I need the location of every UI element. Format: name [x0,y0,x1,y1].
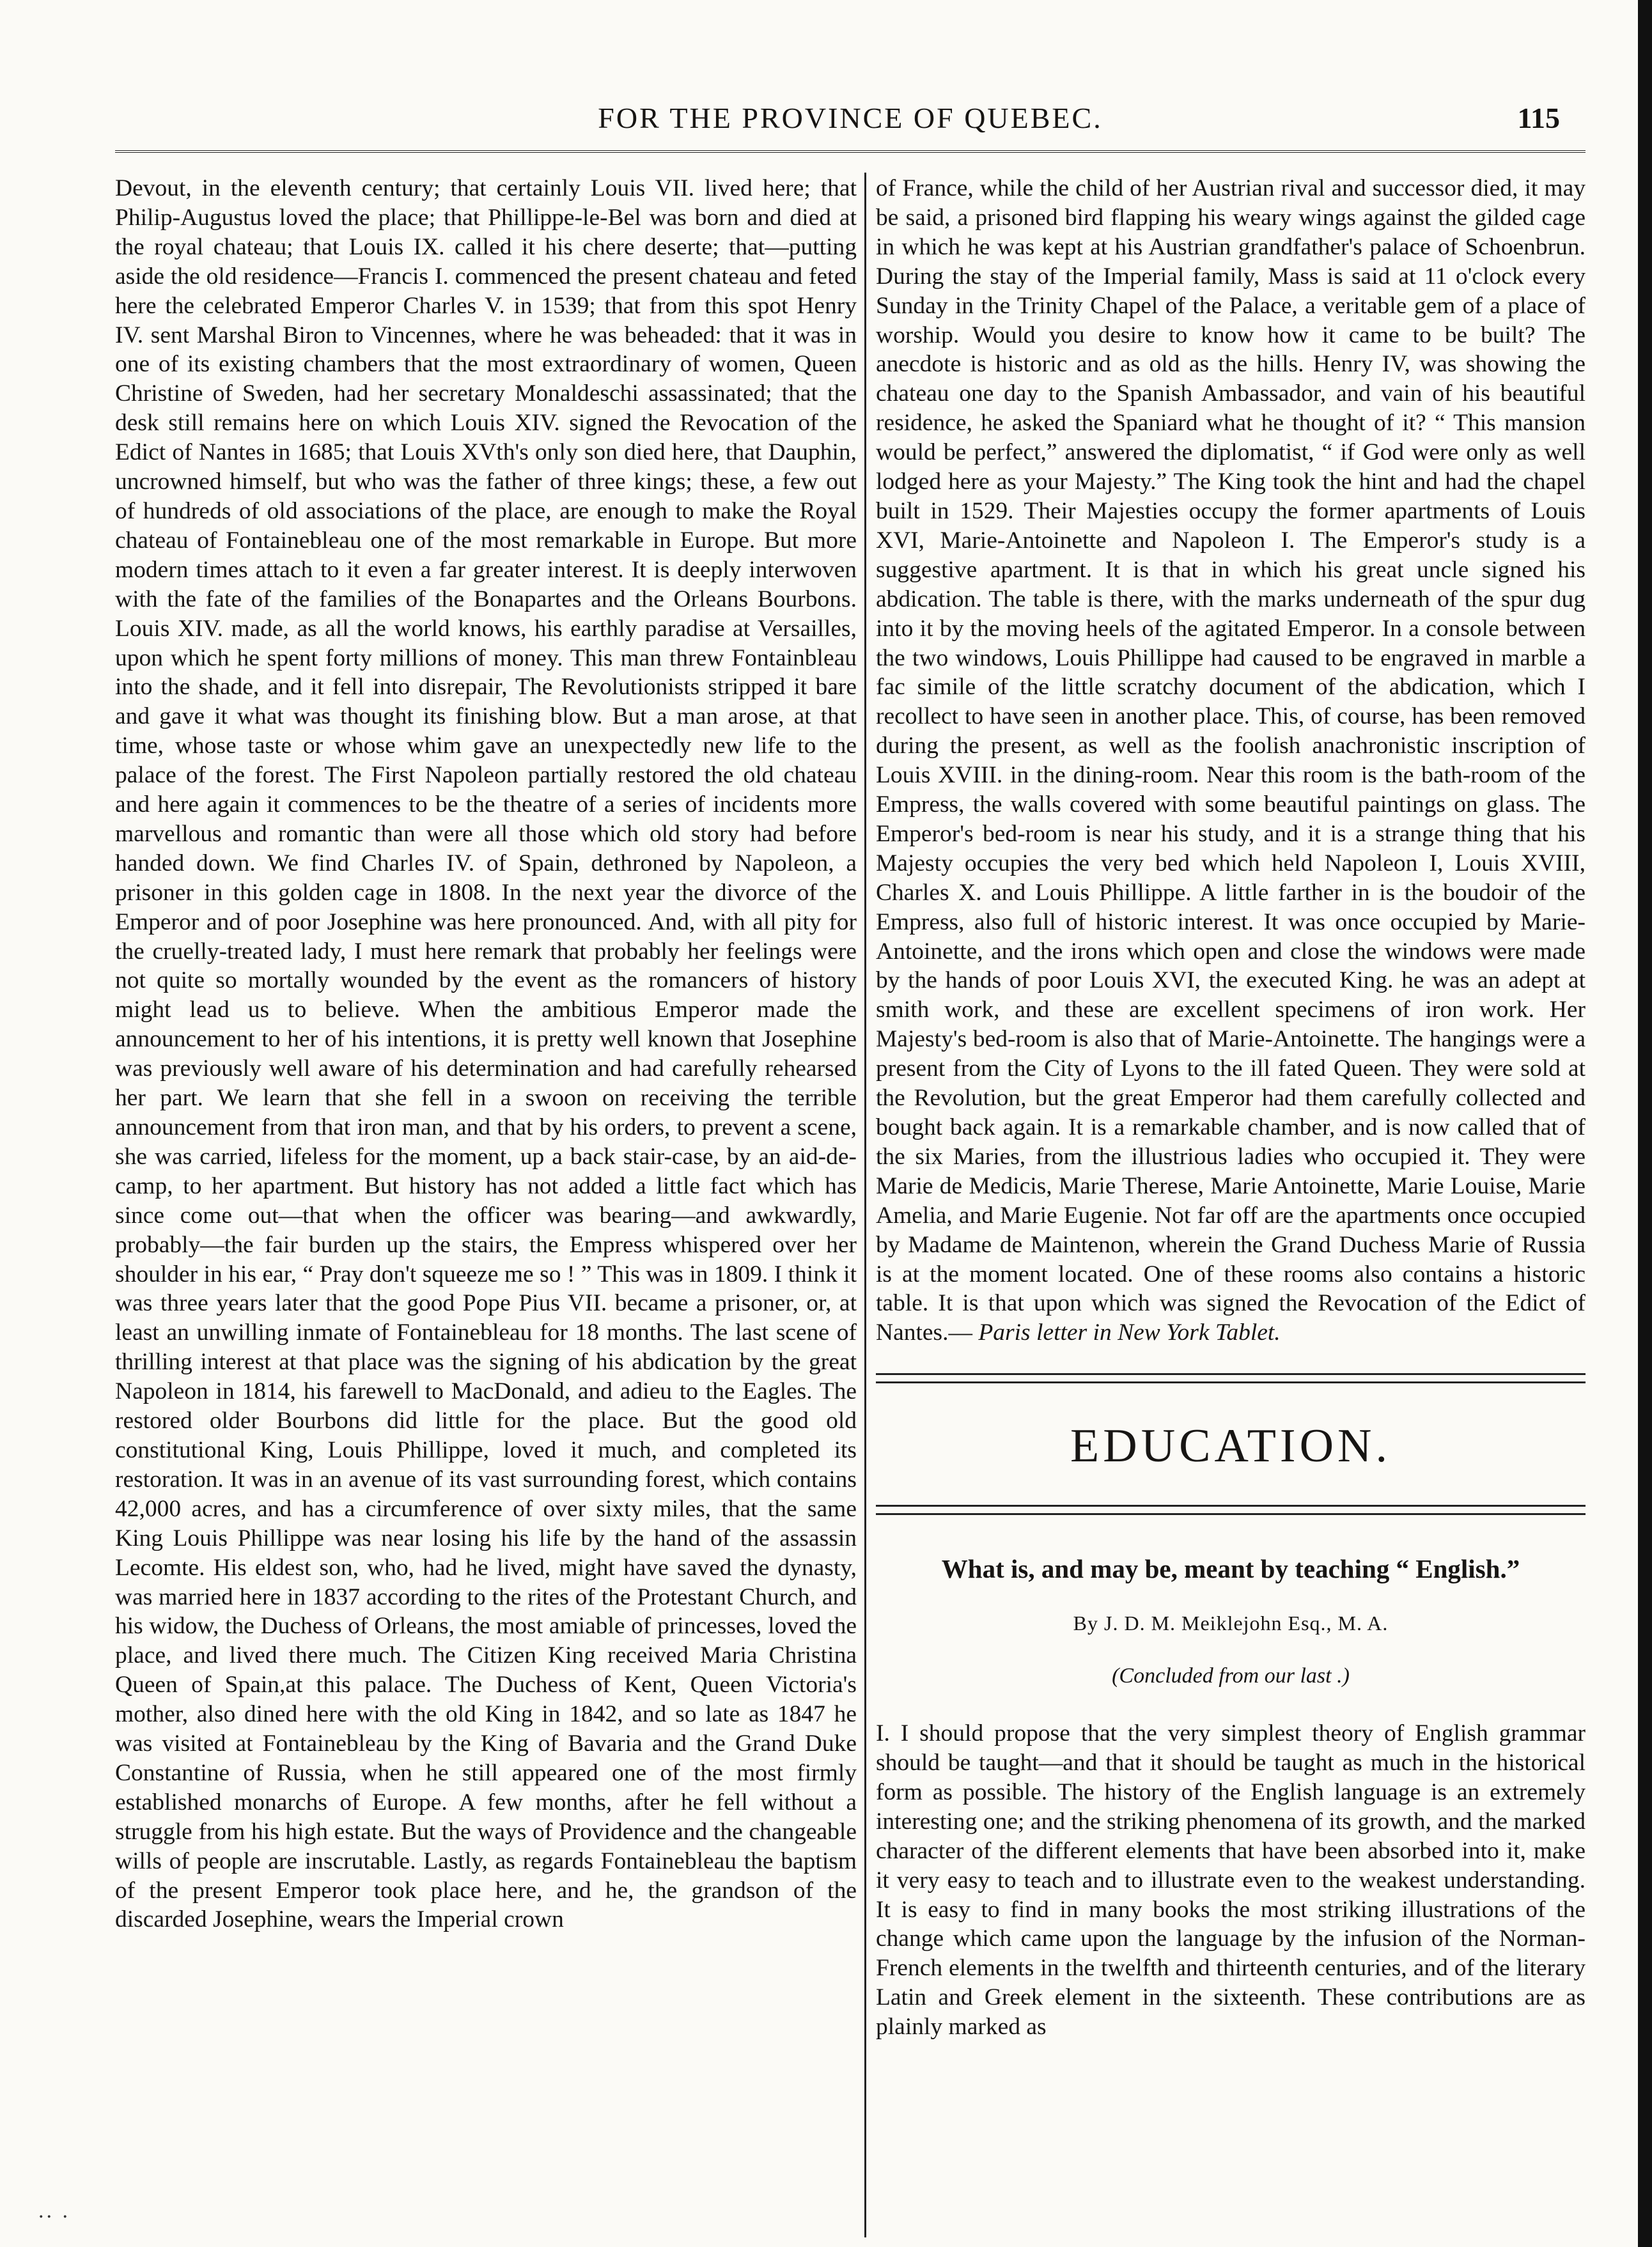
left-column-text: Devout, in the eleventh century; that certainly Louis VII. lived here; that Philip-Augustus loved the place; that Phillippe-le-Bel was born and died at the royal chateau; that Louis IX. called it his chere deserte; that—putting aside the old residence—Francis I. commenced the present chateau and feted here the celebrated Emperor Charles V. in 1539; that from this spot Henry IV. sent Marshal Biron to Vincennes, where he was beheaded: that it was in one of its existing chambers that the most extraordinary of women, Queen Christine of Sweden, had her secretary Monaldeschi assassinated; that the desk still remains here on which Louis XIV. signed the Revocation of the Edict of Nantes in 1685; that Louis XVth's only son died here, that Dauphin, uncrowned himself, but who was the father of three kings; these, a few out of hundreds of old associations of the place, are enough to make the Royal chateau of Fontainebleau one of the most remarkable in Europe. But more modern times attach to it even a far greater interest. It is deeply interwoven with the fate of the families of the Bonapartes and the Orleans Bourbons. Louis XIV. made, as all the world knows, his earthly paradise at Versailles, upon which he spent forty millions of money. This man threw Fontainbleau into the shade, and it fell into disrepair, The Revolutionists stripped it bare and gave it what was thought its finishing blow. But a man arose, at that time, whose taste or whose whim gave an unexpectedly new life to the palace of the forest. The First Napoleon partially restored the old chateau and here again it commences to be the theatre of a series of incidents more marvellous and romantic than were all those which old story had before handed down. We find Charles IV. of Spain, dethroned by Napoleon, a prisoner in this golden cage in 1808. In the next year the divorce of the Emperor and of poor Josephine was here pronounced. And, with all pity for the cruelly-treated lady, I must here remark that probably her feelings were not quite so mortally wounded by the event as the romancers of history might lead us to believe. When the ambitious Emperor made the announcement to her of his intentions, it is pretty well known that Josephine was previously well aware of his determination and had carefully rehearsed her part. We learn that she fell in a swoon on receiving the terrible announcement from that iron man, and that by his orders, to prevent a scene, she was carried, lifeless for the moment, up a back stair-case, by an aid-de-camp, to her apartment. But history has not added a little fact which has since come out—that when the officer was bearing—and awkwardly, probably—the fair burden up the stairs, the Empress whispered over her shoulder in his ear, “ Pray don't squeeze me so ! ” This was in 1809. I think it was three years later that the good Pope Pius VII. became a prisoner, or, at least an unwilling inmate of Fontainebleau for 18 months. The last scene of thrilling interest at that place was the signing of his abdication by the great Napoleon in 1814, his farewell to MacDonald, and adieu to the Eagles. The restored older Bourbons did little for the place. But the good old constitutional King, Louis Phillippe, loved it much, and completed its restoration. It was in an avenue of its vast surrounding forest, which contains 42,000 acres, and has a circumference of over sixty miles, that the same King Louis Phillippe was near losing his life by the hand of the assassin Lecomte. His eldest son, who, had he lived, might have saved the dynasty, was married here in 1837 according to the rites of the Protestant Church, and his widow, the Duchess of Orleans, the most amiable of princesses, loved the place, and lived there much. The Citizen King received Maria Christina Queen of Spain,at this palace. The Duchess of Kent, Queen Victoria's mother, also dined here with the old King in 1842, and so late as 1847 he was visited at Fontainebleau by the King of Bavaria and the Grand Duke Constantine of Russia, when he still appeared one of the most firmly established monarchs of Europe. A few months, after he fell without a struggle from his high estate. But the ways of Providence and the changeable wills of people are inscrutable. Lastly, as regards Fontainebleau the baptism of the present Emperor took place here, and he, the grandson of the discarded Josephine, wears the Imperial crown [115,175,857,1933]
section-rule-bottom [876,1505,1586,1515]
right-column [876,174,1586,2042]
scan-marks: .. . [38,2199,70,2223]
scan-edge [1638,0,1652,2247]
page-header [115,96,1586,141]
article-body: I. I should propose that the very simplest theory of English grammar should be taught—and that it should be taught as much in the historical form as possible. The history of the English language is an extremely interesting one; and the striking phenomena of its growth, and the marked character of the different elements that have been absorbed into it, make it very easy to teach and to illustrate even to the weakest understanding. It is easy to find in many books the most striking illustrations of the change which came upon the language by the infusion of the Norman-French elements in the twelfth and thirteenth centuries, and of the literary Latin and Greek element in the sixteenth. These contributions are as plainly marked as [876,1720,1586,2041]
article-title: What is, and may be, meant by teaching “ English.” [941,1554,1520,1584]
running-title: FOR THE PROVINCE OF QUEBEC. [598,102,1103,134]
continued-text: of France, while the child of her Austrian rival and successor died, it may be said, a prisoned bird flapping his weary wings against the gilded cage in which he was kept at his Austrian grandfather's palace of Schoenbrun. During the stay of the Imperial family, Mass is said at 11 o'clock every Sunday in the Trinity Chapel of the Palace, a veritable gem of a place of worship. Would you desire to know how it came to be built? The anecdote is historic and as old as the hills. Henry IV, was showing the chateau one day to the Spanish Ambassador, and vain of his beautiful residence, he asked the Spaniard what he thought of it? “ This mansion would be perfect,” answered the diplomatist, “ if God were only as well lodged here as your Majesty.” The King took the hint and had the chapel built in 1529. Their Majesties occupy the former apartments of Louis XVI, Marie-Antoinette and Napoleon I. The Emperor's study is a suggestive apartment. It is that in which his great uncle signed his abdication. The table is there, with the marks underneath of the spur dug into it by the moving heels of the agitated Emperor. In a console between the two windows, Louis Phillippe had caused to be engraved in marble a fac simile of the little scratchy document of the abdication, which I recollect to have seen in another place. This, of course, has been removed during the present, as well as the foolish anachronistic inscription of Louis XVIII. in the dining-room. Near this room is the bath-room of the Empress, the walls covered with some beautiful paintings on glass. The Emperor's bed-room is near his study, and it is a strange thing that his Majesty occupies the very bed which held Napoleon I, Louis XVIII, Charles X. and Louis Phillippe. A little farther in is the boudoir of the Empress, also full of historic interest. It was once occupied by Marie-Antoinette, and the irons which open and close the windows were made by the hands of poor Louis XVI, the executed King. he was an adept at smith work, and these are excellent specimens of iron work. Her Majesty's bed-room is also that of Marie-Antoinette. The hangings were a present from the City of Lyons to the ill fated Queen. They were sold at the Revolution, but the great Emperor had them carefully collected and bought back again. It is a remarkable chamber, and is now called that of the six Maries, from the illustrious ladies who occupied it. They were Marie de Medicis, Marie Therese, Marie Antoinette, Marie Louise, Marie Amelia, and Marie Eugenie. Not far off are the apartments once occupied by Madame de Maintenon, wherein the Grand Duchess Marie of Russia is at the moment located. One of these rooms also contains a historic table. It is that upon which was signed the Revocation of the Edict of Nantes.— [876,175,1586,1346]
section-title: EDUCATION. [1070,1420,1391,1473]
page-number: 115 [1517,102,1560,134]
section-rule-top [876,1373,1586,1383]
byline: By J. D. M. Meiklejohn Esq., M. A. [1073,1612,1389,1635]
article-source: Paris letter in New York Tablet. [978,1319,1281,1346]
continuation-note: (Concluded from our last .) [1112,1664,1350,1688]
continued-article-text [876,174,1586,1348]
header-rule [115,150,1586,153]
left-column [115,174,857,1934]
column-divider [864,173,866,2237]
